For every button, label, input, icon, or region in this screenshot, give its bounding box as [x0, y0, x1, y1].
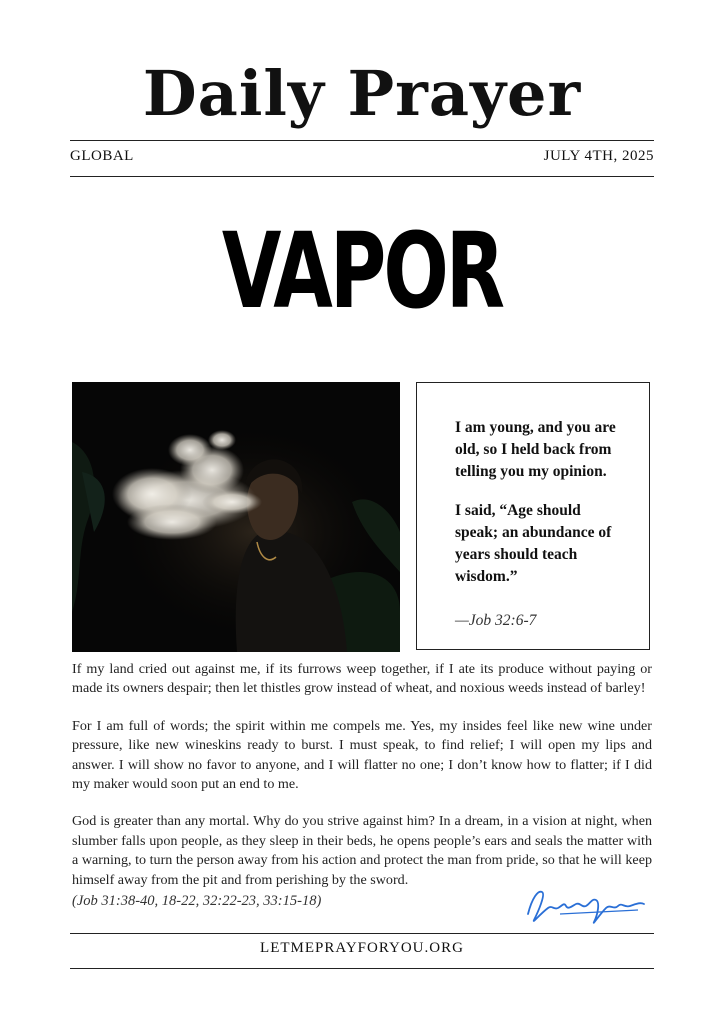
article-photo — [72, 382, 400, 652]
signature-icon — [520, 884, 650, 928]
quote-paragraph-1: I am young, and you are old, so I held back from telling you my opinion. — [455, 419, 616, 480]
body-paragraph-3: God is greater than any mortal. Why do you strive against him? In a dream, in a vision at night, when slumber falls upon people, as they sleep in their beds, he opens people’s ears and seals the matter with a warning, to turn the person away from his action and protect the man from pride, so that he will keep himself away from the pit and from perishing by the sword. — [72, 813, 652, 888]
dateline-date: JULY 4TH, 2025 — [543, 148, 654, 164]
top-rule — [70, 140, 654, 141]
footer-site: LETMEPRAYFORYOU.ORG — [260, 940, 464, 956]
dateline-rule — [70, 176, 654, 177]
headline: VAPOR — [221, 210, 503, 332]
body-paragraph-1: If my land cried out against me, if its furrows weep together, if I ate its produce without paying or made its owners despair; then let thistles grow instead of wheat, and noxious weeds instead of barley! — [72, 661, 652, 697]
masthead-title: Daily Prayer — [142, 57, 582, 130]
dateline-region: GLOBAL — [70, 148, 134, 164]
scripture-references: (Job 31:38-40, 18-22, 32:22-23, 33:15-18) — [72, 893, 322, 909]
pull-quote — [416, 382, 650, 650]
article-body — [72, 660, 652, 908]
quote-citation: —Job 32:6-7 — [455, 612, 537, 629]
footer-bottom-rule — [70, 968, 654, 969]
smoke-portrait-icon — [72, 382, 400, 652]
body-paragraph-2: For I am full of words; the spirit within me compels me. Yes, my insides feel like new wine under pressure, like new wineskins ready to burst. I must speak, to find relief; I will open my lips and answer. I will show no favor to anyone, and I will flatter no one; I don’t know how to flatter; if I did my maker would soon put an end to me. — [72, 717, 652, 793]
footer-top-rule — [70, 933, 654, 934]
quote-paragraph-2: I said, “Age should speak; an abundance of years should teach wisdom.” — [455, 502, 612, 585]
